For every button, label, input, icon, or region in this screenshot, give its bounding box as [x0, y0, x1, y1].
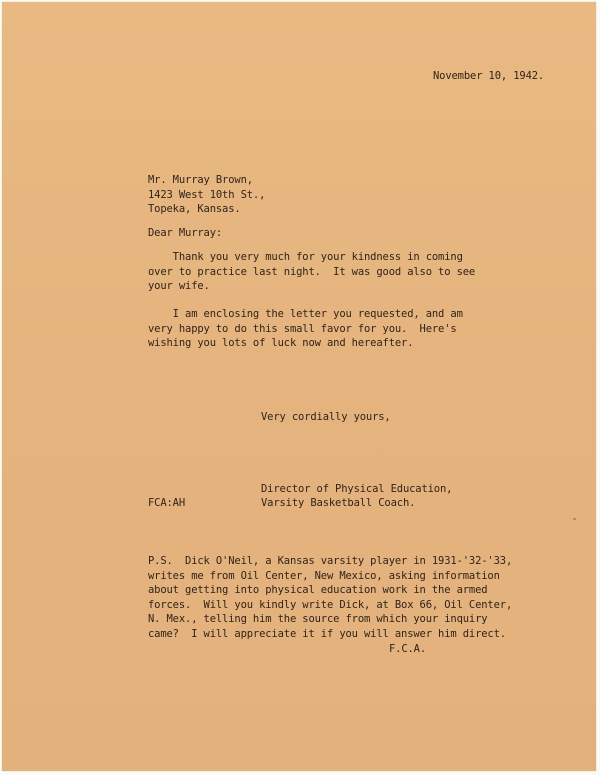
- paper-blemish: [573, 518, 576, 520]
- body-paragraph-1: [148, 250, 475, 294]
- reference-initials: FCA:AH: [148, 497, 186, 509]
- letter-date: November 10, 1942.: [433, 70, 545, 82]
- postscript-line: writes me from Oil Center, New Mexico, asking information: [148, 569, 500, 582]
- signature-title-2: Varsity Basketball Coach.: [261, 497, 416, 509]
- body-line: over to practice last night. It was good also to see: [148, 265, 476, 278]
- postscript-line: P.S. Dick O'Neil, a Kansas varsity player in 1931-'32-'33,: [148, 555, 513, 567]
- postscript: [148, 554, 512, 641]
- body-line: Thank you very much for your kindness in coming: [148, 251, 463, 263]
- body-line: I am enclosing the letter you requested, and am: [148, 308, 463, 320]
- postscript-line: came? I will appreciate it if you will answer him direct.: [148, 627, 506, 640]
- letter-page: [2, 2, 596, 771]
- body-paragraph-2: [148, 307, 463, 351]
- signature-title-1: Director of Physical Education,: [261, 483, 453, 495]
- body-line: wishing you lots of luck now and hereafter.: [148, 337, 414, 349]
- closing: Very cordially yours,: [261, 411, 391, 423]
- postscript-line: about getting into physical education work in the armed: [148, 584, 488, 596]
- recipient-street: 1423 West 10th St.,: [148, 189, 266, 201]
- body-line: very happy to do this small favor for you. Here's: [148, 322, 457, 335]
- postscript-line: forces. Will you kindly write Dick, at Box 66, Oil Center,: [148, 598, 513, 611]
- recipient-name: Mr. Murray Brown,: [148, 174, 253, 186]
- body-line: your wife.: [148, 280, 210, 292]
- postscript-initials: F.C.A.: [389, 643, 427, 655]
- salutation: Dear Murray:: [148, 227, 223, 239]
- recipient-city: Topeka, Kansas.: [148, 203, 241, 215]
- postscript-line: N. Mex., telling him the source from which your inquiry: [148, 613, 488, 625]
